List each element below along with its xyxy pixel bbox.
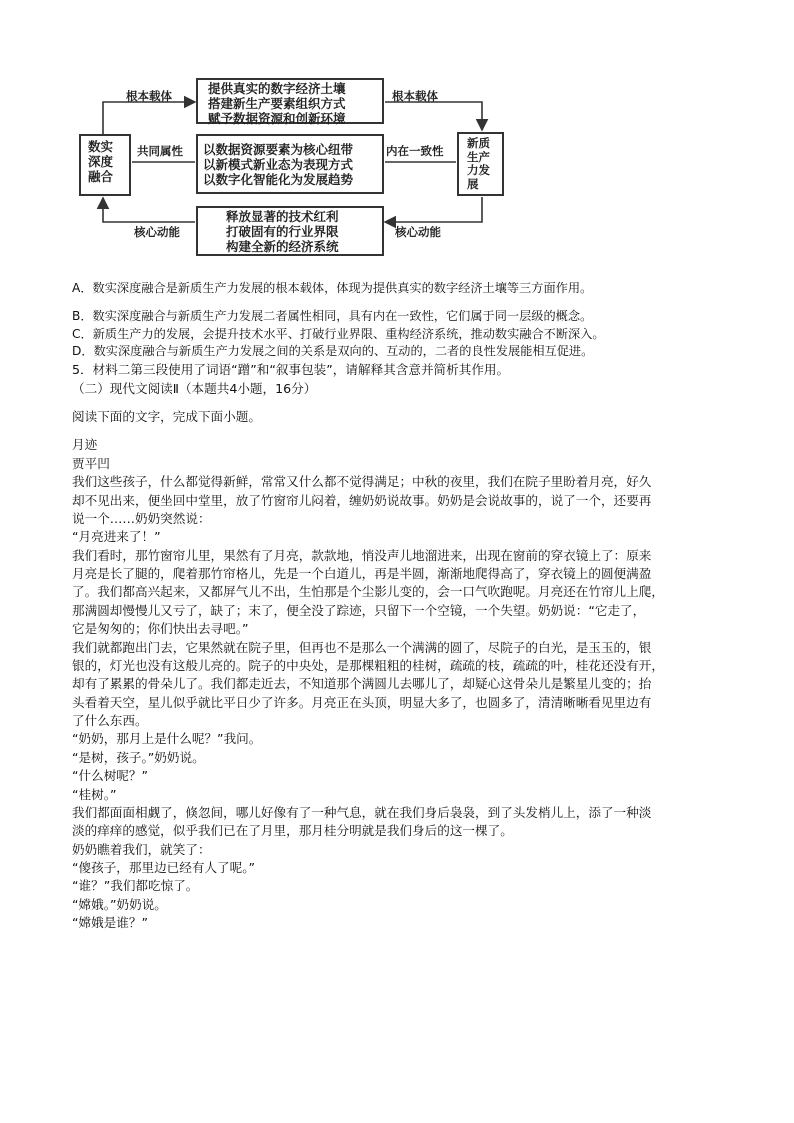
story-paragraph-line: 我们这些孩子，什么都觉得新鲜，常常又什么都不觉得满足；中秋的夜里，我们在院子里盼着月亮，好久 — [72, 474, 652, 490]
story-paragraph-line: 说一个……奶奶突然说： — [72, 510, 211, 526]
arrow-right-to-bottom — [385, 197, 482, 222]
arrow-top-to-right — [385, 102, 482, 130]
label-mid-right: 内在一致性 — [386, 144, 444, 158]
story-paragraph-line: 淡的痒痒的感觉，似乎我们已在了月里，那月桂分明就是我们身后的这一棵了。 — [72, 823, 513, 839]
bottom-box-text: 释放显著的技术红利 打破固有的行业界限 构建全新的经济系统 — [226, 209, 339, 254]
document-body — [72, 280, 722, 933]
instruction: 阅读下面的文字，完成下面小题。 — [72, 409, 261, 424]
story-paragraph-line: 它是匆匆的；你们快出去寻吧。” — [72, 621, 249, 637]
mid-box-text: 以数据资源要素为核心纽带 以新模式新业态为表现方式 以数字化智能化为发展趋势 — [203, 142, 354, 187]
story-paragraph-line: “傻孩子，那里边已经有人了呢。” — [72, 860, 256, 875]
story-paragraph-line: “奶奶，那月上是什么呢？”我问。 — [72, 731, 262, 747]
label-mid-left: 共同属性 — [137, 144, 183, 158]
right-node-text: 新质 生产 力发 展 — [467, 136, 490, 191]
label-bottom-left: 核心动能 — [134, 225, 180, 239]
concept-diagram — [0, 0, 794, 270]
option-c: C．新质生产力的发展，会提升技术水平、打破行业界限、重构经济系统，推动数实融合不断深入。 — [72, 326, 605, 341]
story-author: 贾平凹 — [72, 455, 110, 471]
story-paragraph-line: “桂树。” — [72, 786, 117, 802]
left-node-text: 数实 深度 融合 — [88, 139, 114, 184]
story-paragraph-line: “是树，孩子。”奶奶说。 — [72, 749, 205, 765]
story-paragraph-line: 却有了累累的骨朵儿了。我们都走近去，不知道那个满圆儿去哪儿了，却疑心这骨朵儿是繁星儿变的；抬 — [72, 676, 652, 692]
label-top-left: 根本载体 — [126, 89, 172, 103]
story-paragraph-line: 银的，灯光也没有这般儿亮的。院子的中央处，是那棵粗粗的桂树，疏疏的枝，疏疏的叶，桂花还没有开， — [72, 657, 664, 673]
story-paragraph-line: 我们就都跑出门去，它果然就在院子里，但再也不是那么一个满满的圆了，尽院子的白光，是玉玉的，银 — [72, 639, 652, 655]
top-box-text: 提供真实的数字经济土壤 搭建新生产要素组织方式 赋予数据资源和创新环境 — [208, 81, 346, 126]
story-paragraph-line: 我们看时，那竹窗帘儿里，果然有了月亮，款款地，悄没声儿地溜进来，出现在窗前的穿衣镜上了：原来 — [72, 547, 652, 563]
story-title: 月迹 — [72, 437, 98, 453]
section-title: （二）现代文阅读Ⅱ（本题共4小题，16分） — [72, 380, 317, 396]
story-paragraph-line: 头看着天空，星儿似乎就比平日少了许多。月亮正在头顶，明显大多了，也圆多了，清清晰晰看见里边有 — [72, 694, 652, 710]
question-5: 5．材料二第三段使用了词语“蹭”和“叙事包装”，请解释其含意并简析其作用。 — [72, 362, 510, 378]
arrow-left-to-top — [103, 102, 195, 134]
story-paragraph-line: 那满圆却慢慢儿又亏了，缺了；末了，便全没了踪迹，只留下一个空镜，一个失望。奶奶说：“它走了， — [72, 602, 646, 618]
story-paragraph-line: 我们都面面相觑了，倏忽间，哪儿好像有了一种气息，就在我们身后袅袅，到了头发梢儿上，添了一种淡 — [72, 804, 652, 820]
option-b: B．数实深度融合与新质生产力发展二者属性相同，具有内在一致性，它们属于同一层级的概念。 — [72, 308, 593, 323]
story-paragraph-line: “谁？”我们都吃惊了。 — [72, 878, 199, 894]
option-d: D．数实深度融合与新质生产力发展之间的关系是双向的、互动的，二者的良性发展能相互促进。 — [72, 344, 594, 359]
story-paragraph-line: “嫦娥是谁？” — [72, 915, 149, 931]
story-paragraph-line: “什么树呢？” — [72, 768, 149, 784]
arrow-bottom-to-left — [103, 198, 195, 222]
option-a: A．数实深度融合是新质生产力发展的根本载体，体现为提供真实的数字经济土壤等三方面作用。 — [72, 281, 593, 295]
label-bottom-right: 核心动能 — [395, 225, 441, 239]
story-paragraph-line: 了什么东西。 — [72, 713, 148, 728]
story-paragraph-line: 了。我们都高兴起来，又都屏气儿不出，生怕那是个尘影儿变的，会一口气吹跑呢。月亮还在竹帘儿上爬， — [72, 584, 664, 600]
story-paragraph-line: “嫦娥。”奶奶说。 — [72, 896, 167, 912]
story-paragraph-line: “月亮进来了！” — [72, 529, 161, 545]
label-top-right: 根本载体 — [392, 89, 438, 103]
story-text — [72, 473, 722, 932]
story-paragraph-line: 奶奶瞧着我们，就笑了： — [72, 841, 211, 857]
story-paragraph-line: 月亮是长了腿的，爬着那竹帘格儿，先是一个白道儿，再是半圆，渐渐地爬得高了，穿衣镜上的圆便满盈 — [72, 566, 652, 581]
story-paragraph-line: 却不见出来，便坐回中堂里，放了竹窗帘儿闷着，缠奶奶说故事。奶奶是会说故事的，说了一个，还要再 — [72, 492, 652, 508]
